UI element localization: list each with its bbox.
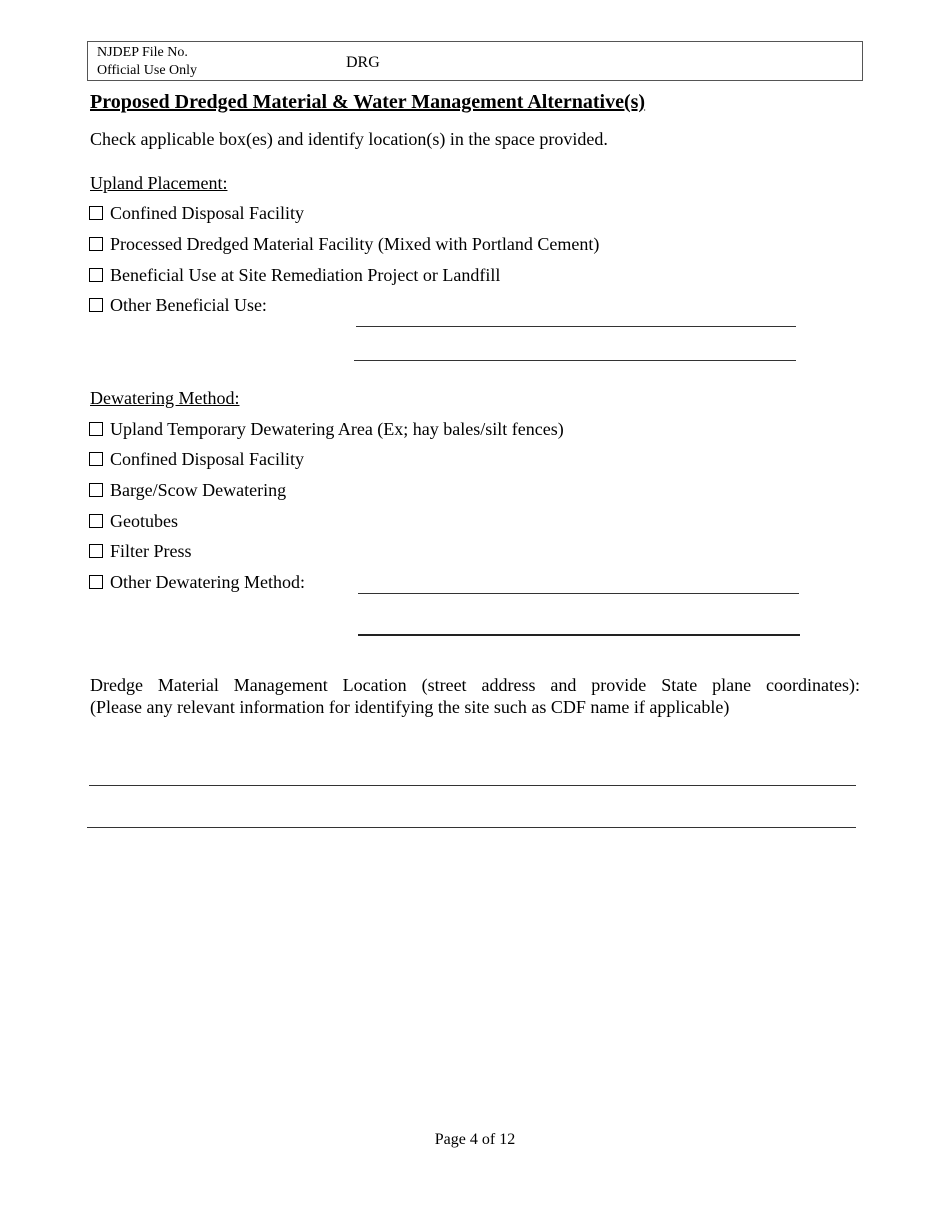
dewatering-option-upland-temporary[interactable] [89,418,564,440]
location-line-2: (Please any relevant information for identifying the site such as CDF name if applicable) [90,697,730,717]
dewatering-option-other[interactable] [89,571,305,593]
dewatering-option-confined-disposal[interactable] [89,448,304,470]
option-label: Other Dewatering Method: [110,572,305,592]
upland-option-other-beneficial-use[interactable] [89,294,267,316]
dewatering-option-geotubes[interactable] [89,510,178,532]
page-number: Page 4 of 12 [434,1131,516,1148]
upland-placement-heading: Upland Placement: [90,173,228,193]
file-code: DRG [346,54,380,71]
checkbox[interactable] [89,483,103,497]
upland-option-confined-disposal[interactable] [89,202,304,224]
checkbox[interactable] [89,268,103,282]
instructions: Check applicable box(es) and identify location(s) in the space provided. [90,129,608,149]
option-label: Confined Disposal Facility [110,203,304,223]
option-label: Beneficial Use at Site Remediation Project or Landfill [110,265,501,285]
location-answer-line-1[interactable] [89,785,856,786]
upland-option-beneficial-use-remediation[interactable] [89,264,500,286]
option-label: Confined Disposal Facility [110,449,304,469]
checkbox[interactable] [89,206,103,220]
dewatering-option-filter-press[interactable] [89,540,192,562]
option-label: Other Beneficial Use: [110,295,267,315]
checkbox[interactable] [89,298,103,312]
option-label: Filter Press [110,541,192,561]
page-title: Proposed Dredged Material & Water Management Alternative(s) [90,91,646,113]
option-label: Processed Dredged Material Facility (Mixed with Portland Cement) [110,234,600,254]
checkbox[interactable] [89,237,103,251]
checkbox[interactable] [89,514,103,528]
option-label: Geotubes [110,511,178,531]
checkbox[interactable] [89,575,103,589]
official-use-label: Official Use Only [97,63,198,78]
file-no-label: NJDEP File No. [97,45,188,60]
location-instructions [90,674,860,718]
dewatering-option-barge-scow[interactable] [89,479,286,501]
upland-option-processed-facility[interactable] [89,233,599,255]
location-answer-line-2[interactable] [87,827,856,828]
option-label: Upland Temporary Dewatering Area (Ex; hay bales/silt fences) [110,419,564,439]
other-dewatering-line-1[interactable] [358,593,799,594]
other-beneficial-use-line-2[interactable] [354,360,796,361]
location-line-1: Dredge Material Management Location (street address and provide State plane coordinates): [90,675,860,695]
other-dewatering-line-2[interactable] [358,634,800,636]
other-beneficial-use-line-1[interactable] [356,326,796,327]
dewatering-method-heading: Dewatering Method: [90,388,240,408]
checkbox[interactable] [89,422,103,436]
option-label: Barge/Scow Dewatering [110,480,287,500]
checkbox[interactable] [89,544,103,558]
checkbox[interactable] [89,452,103,466]
official-use-box [87,41,863,81]
